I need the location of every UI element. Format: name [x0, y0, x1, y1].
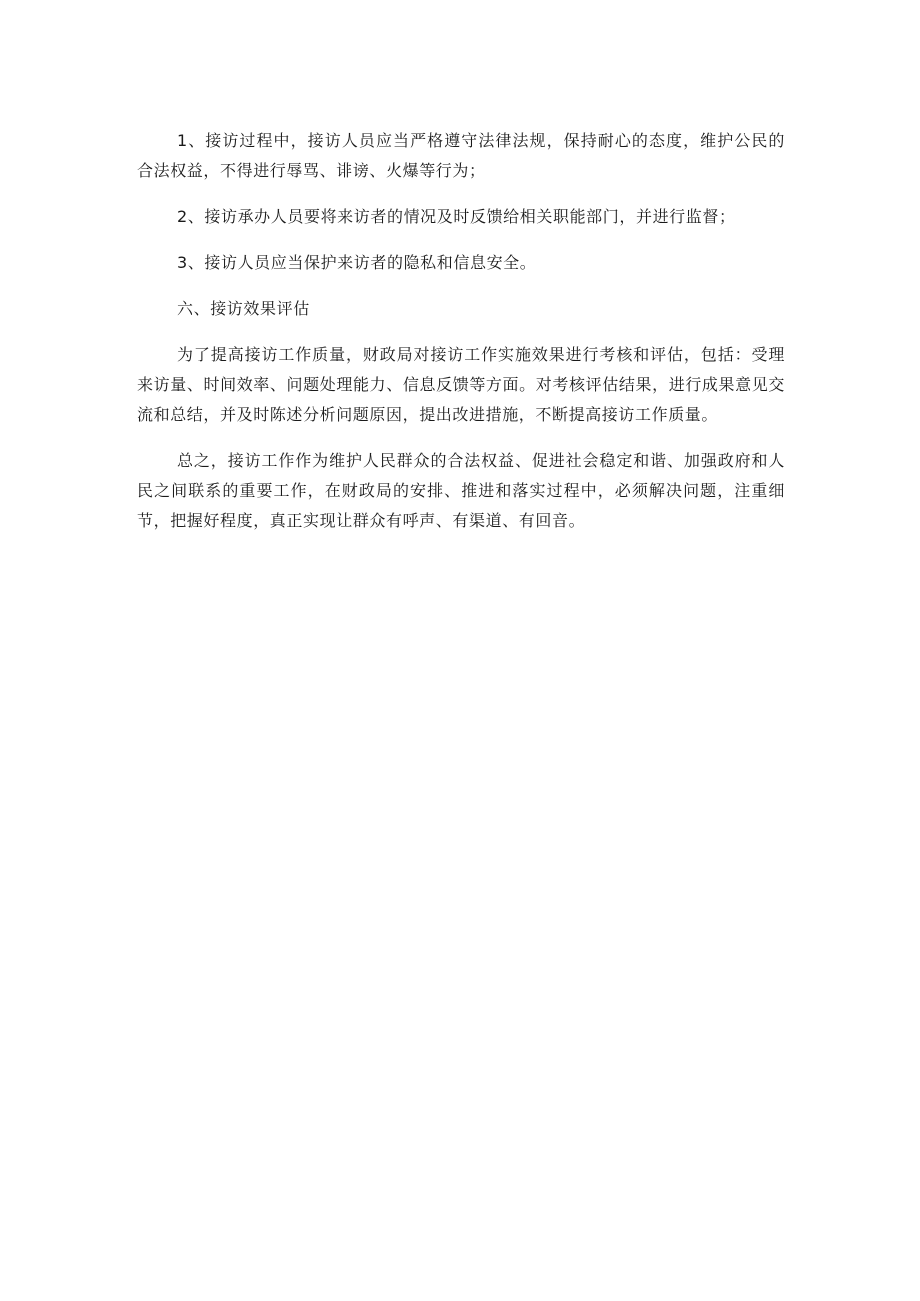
paragraph-conclusion: 总之，接访工作作为维护人民群众的合法权益、促进社会稳定和谐、加强政府和人民之间联系的重要工作，在财政局的安排、推进和落实过程中，必须解决问题，注重细节，把握好程度，真正实现让群众有呼声、有渠道、有回音。 [137, 451, 785, 530]
document-body [137, 126, 785, 552]
section-heading-evaluation: 六、接访效果评估 [177, 299, 310, 318]
paragraph-rule-2: 2、接访承办人员要将来访者的情况及时反馈给相关职能部门，并进行监督； [177, 207, 736, 226]
paragraph-rule-3: 3、接访人员应当保护来访者的隐私和信息安全。 [177, 253, 537, 272]
paragraph-rule-1: 1、接访过程中，接访人员应当严格遵守法律法规，保持耐心的态度，维护公民的合法权益，不得进行辱骂、诽谤、火爆等行为； [137, 131, 785, 180]
paragraph-evaluation: 为了提高接访工作质量，财政局对接访工作实施效果进行考核和评估，包括：受理来访量、时间效率、问题处理能力、信息反馈等方面。对考核评估结果，进行成果意见交流和总结，并及时陈述分析问题原因，提出改进措施，不断提高接访工作质量。 [137, 345, 785, 424]
